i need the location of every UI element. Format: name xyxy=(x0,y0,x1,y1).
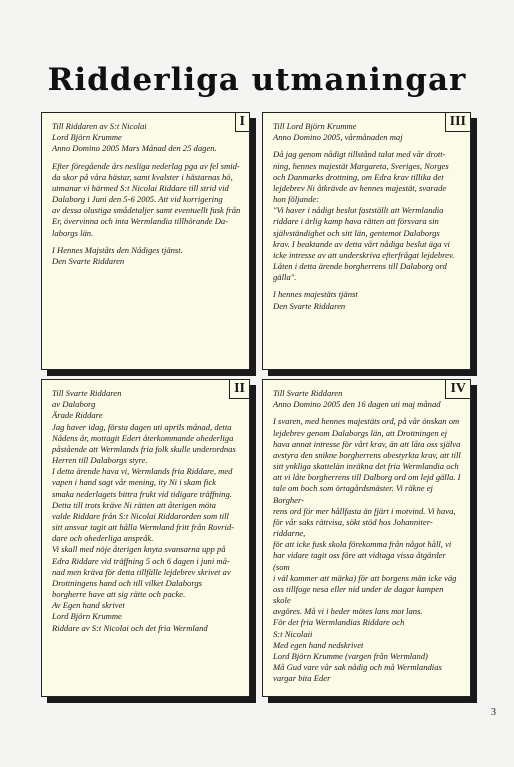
letter-body xyxy=(273,121,462,312)
letter-line: självständighet och sitt län, gentemot Dalaborgs xyxy=(273,227,440,238)
letter-line: har vidare tagit oss före att vidtaga vissa åtgärder (som xyxy=(273,550,446,572)
letter-line: Efter föregående års nesliga nederlag pga av fel smid- xyxy=(52,160,240,171)
letter-line: Med egen hand nedskrivet xyxy=(273,639,364,650)
letter-line: utmanar vi härmed S:t Nicolai Riddare till strid vid xyxy=(52,182,229,193)
letter-line: tale om boch som örtagårdsmäster. Vi räkne ej Borgher- xyxy=(273,483,433,505)
letter-line: av Dalaborg xyxy=(52,399,96,410)
letter-line: borgherre have att sig rätte och packe. xyxy=(52,589,186,600)
letter-line: I svaren, med hennes majestäts ord, på vår önskan om xyxy=(273,416,460,427)
letter-paragraph xyxy=(52,388,241,634)
letter-paragraph xyxy=(52,121,241,155)
letter-line: Till Lord Björn Krumme xyxy=(273,121,357,131)
letter-line: påstående att Wermlands fria folk skulle underordnas xyxy=(52,443,236,454)
letter-line: Anno Domino 2005 Mars Månad den 25 dagen. xyxy=(52,143,217,154)
letter-line: riddare i ärlig kamp hava rätten att försvara sin xyxy=(273,216,439,227)
letter-panel-4 xyxy=(262,379,471,697)
letter-line: för att icke fusk skola förekomma från något håll, vi xyxy=(273,539,452,550)
letter-line: valde Riddare från S:t Nicolai Riddarorden som till xyxy=(52,510,229,521)
letter-line: rens ord för mer hållfasta än fjärt i motvind. Vi hava, xyxy=(273,505,456,516)
letter-body xyxy=(52,121,241,267)
letter-line: Låten i detta ärende borgherrens till Dalaborg ord xyxy=(273,261,447,272)
letter-numeral: IV xyxy=(445,380,470,399)
letter-body xyxy=(52,388,241,634)
letter-line: hava annat intresse för vårt krav, än att låta oss själva xyxy=(273,438,461,449)
letter-line: Edra Riddare vid träffning 5 och 6 dagen i juni må- xyxy=(52,555,230,566)
letter-line: I detta ärende hava vi, Wermlands fria Riddare, med xyxy=(52,466,233,477)
letter-numeral: III xyxy=(445,113,470,132)
letter-line: I Hennes Majståts den Nådiges tjänst. xyxy=(52,244,183,255)
letter-line: lejdebrev Ni åtkrävde av hennes majestät, svarade xyxy=(273,182,447,193)
letter-line: Er, övervinna och inta Wermlandia tillhörande Da- xyxy=(52,216,229,227)
letter-line: Må Gud vare vår sak nådig och må Wermlandias xyxy=(273,662,442,673)
page-number: 3 xyxy=(491,707,496,718)
letter-paragraph xyxy=(52,245,241,267)
letter-line: smaka nederlagets bittra frukt vid tidigare träffning. xyxy=(52,488,232,499)
letter-numeral: I xyxy=(235,113,249,132)
letter-paragraph xyxy=(273,121,462,143)
letter-line: Den Svarte Riddaren xyxy=(273,300,346,311)
letter-panel-3 xyxy=(262,112,471,370)
letter-line: Ärade Riddare xyxy=(52,410,103,421)
letter-line: hon följande: xyxy=(273,194,320,205)
letter-line: av dessa olustiga smådetaljer samt eventuellt fusk från xyxy=(52,205,241,216)
letter-line: Vi skall med nöje återigen knyta svansarna upp på xyxy=(52,544,226,555)
letter-paragraph xyxy=(273,388,462,410)
letter-line: Lord Björn Krumme xyxy=(52,132,122,143)
letter-line: dare och ohederliga anspråk. xyxy=(52,533,154,544)
letter-line: da skor på våra hästar, samt kvalster i hästarnas hö, xyxy=(52,171,233,182)
page-title: Ridderliga utmaningar xyxy=(47,62,467,98)
letter-line: i väl kommer att märka) för att borgens män icke väg xyxy=(273,572,457,583)
letter-line: "Vi haver i nådigt beslut fastställt att Wermlandia xyxy=(273,205,444,216)
letter-line: Herren till Dalaborgs styre. xyxy=(52,455,148,466)
letter-line: För det fria Wermlandias Riddare och xyxy=(273,617,405,628)
letter-line: Till Svarte Riddaren xyxy=(273,388,343,398)
letter-line: Detta till trots kräve Ni rätten att återigen möta xyxy=(52,499,216,510)
letter-line: ning, hennes majestät Margareta, Sveriges, Norges xyxy=(273,160,449,171)
letter-line: Jag haver idag, första dagen uti aprils månad, detta xyxy=(52,421,232,432)
letter-line: Till Riddaren av S:t Nicolai xyxy=(52,121,147,131)
letter-line: laborgs län. xyxy=(52,227,94,238)
letter-line: Då jag genom nådigt tillstånd talat med vår drott- xyxy=(273,149,446,160)
letter-line: Drottningens hand och till vilket Dalaborgs xyxy=(52,577,202,588)
letter-body xyxy=(273,388,462,684)
letter-line: S:t Nicolaii xyxy=(273,628,313,639)
letter-line: vapen i hand sagt vår mening, ity Ni i skam fick xyxy=(52,477,216,488)
letter-line: lejdebrev genom Dalaborgs län, att Drottningen ej xyxy=(273,427,447,438)
letter-paragraph xyxy=(273,289,462,311)
letter-line: Anno Domino 2005, vårmånaden maj xyxy=(273,132,403,143)
letter-paragraph xyxy=(52,161,241,239)
letter-paragraph xyxy=(273,149,462,283)
letter-line: oss tillfoge nesa eller nid under de dagar kampen skole xyxy=(273,583,444,606)
letter-line: Till Svarte Riddaren xyxy=(52,388,122,398)
letter-line: vargar bita Eder xyxy=(273,673,331,684)
letter-line: Nådens år, mottagit Edert återkommande ohederliga xyxy=(52,432,234,443)
letter-line: avgöres. Må vi i heder mötes lans mot lans. xyxy=(273,606,423,617)
letter-line: sitt ansvar tagit att hålla Wermland fritt från Rovrid- xyxy=(52,522,235,533)
letter-line: krav. I beaktande av detta vårt nådiga beslut äga vi xyxy=(273,238,450,249)
letter-line: nad men kräva för detta tillfälle lejdebrev skrivet av xyxy=(52,566,231,577)
letter-panel-2 xyxy=(41,379,250,697)
letter-panel-1 xyxy=(41,112,250,370)
letter-line: för vår saks rättvisa, sökt stöd hos Johanniter-riddarne, xyxy=(273,516,433,539)
letter-line: Riddare av S:t Nicolai och det fria Wermland xyxy=(52,622,208,633)
letter-line: Den Svarte Riddaren xyxy=(52,255,125,266)
letter-line: Anno Domino 2005 den 16 dagen uti maj månad xyxy=(273,399,441,410)
letter-line: icke intresse av att underskriva efterfrågat lejdebrev. xyxy=(273,249,455,260)
letter-line: I hennes majestäts tjänst xyxy=(273,289,358,300)
letter-line: Av Egen hand skrivet xyxy=(52,600,125,611)
letter-line: att vi låte borgherrens till Dalborg ord om lejd gälla. I xyxy=(273,472,461,483)
letter-line: och Danmarks drottning, om Edra krav tillika det xyxy=(273,171,444,182)
letter-numeral: II xyxy=(229,380,249,399)
letter-paragraph xyxy=(273,416,462,684)
letter-line: Lord Björn Krumme xyxy=(52,611,122,622)
letter-line: gälla". xyxy=(273,272,297,283)
letter-line: sitt ynkliga skattelän inräkna det fria Wermlandia och xyxy=(273,461,459,472)
letter-line: avstyra den snikne borgherrens obestyrkta krav, att till xyxy=(273,449,461,460)
letter-line: Dalaborg i Juni den 5-6 2005. Att vid korrigering xyxy=(52,194,223,205)
letter-line: Lord Björn Krumme (vargen från Wermland) xyxy=(273,650,428,661)
